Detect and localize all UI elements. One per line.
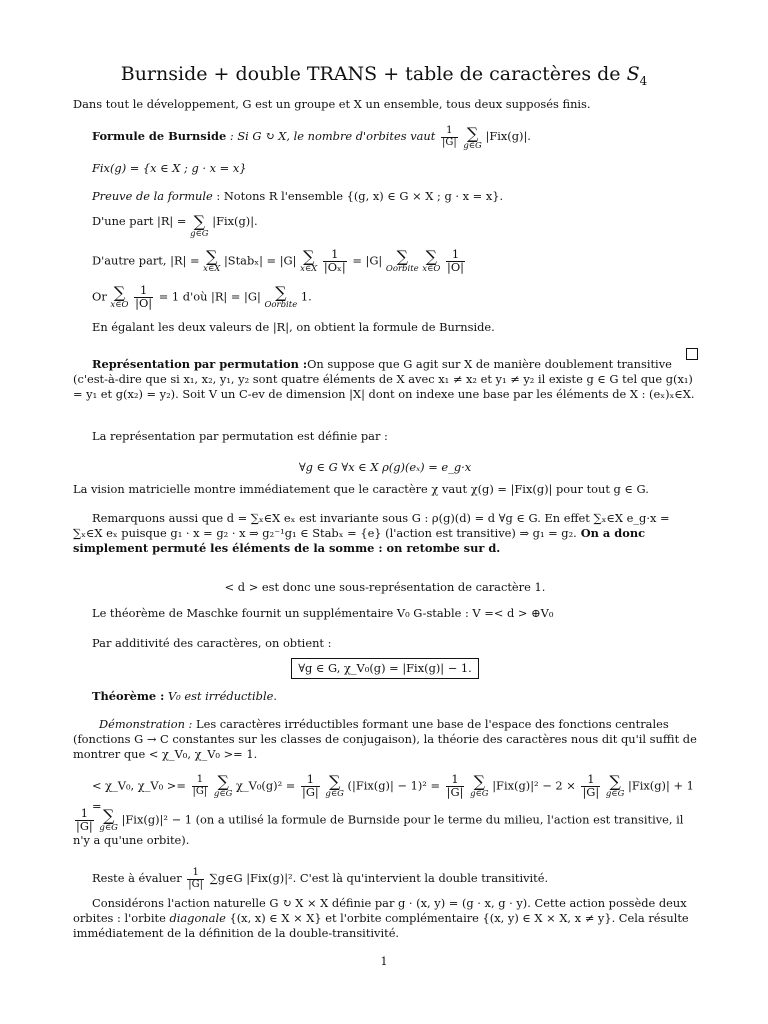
title-text: Burnside + double TRANS + table de caractères de bbox=[120, 63, 621, 85]
line3-frac-den: |O| bbox=[135, 295, 153, 310]
proof-line-2 bbox=[92, 249, 697, 274]
frac-num: 1 bbox=[441, 126, 458, 138]
proof-label: Preuve de la formule bbox=[92, 189, 213, 203]
demo-p2-tail: ∑g∈G |Fix(g)|². C'est là qu'intervient la double transitivité. bbox=[209, 871, 549, 885]
line1-index: g∈G bbox=[190, 229, 209, 239]
demo-p3-text: Considérons l'action naturelle G ↻ X × X définie par g · (x, y) = (g · x, g · y). Cette action possède deux orbites : l'orbite bbox=[73, 896, 687, 926]
calc-frac-3-num: 1 bbox=[446, 774, 465, 787]
perm-eq2: < d > est donc une sous-représentation de caractère 1. bbox=[224, 580, 546, 594]
line1-sum: ∑ g∈G bbox=[190, 212, 209, 239]
line2-index1: x∈X bbox=[203, 264, 221, 274]
demo-calc-cont bbox=[73, 808, 697, 848]
frac-den: |G| bbox=[441, 136, 457, 148]
demo-p2-frac bbox=[187, 868, 204, 890]
demo-p2-frac-num: 1 bbox=[187, 868, 204, 880]
perm-eq1: ∀g ∈ G ∀x ∈ X ρ(g)(eₓ) = e_g·x bbox=[298, 460, 472, 474]
perm-p3: La vision matricielle montre immédiatement que le caractère χ vaut χ(g) = |Fix(g)| pour tout g ∈ G. bbox=[73, 482, 649, 496]
line2-index3: Oorbite bbox=[385, 264, 419, 274]
line2-frac2-num: 1 bbox=[446, 249, 465, 262]
page-title bbox=[0, 62, 768, 90]
calc-c: (|Fix(g)| − 1)² = bbox=[347, 778, 441, 793]
line2-fraction2 bbox=[446, 249, 465, 274]
perm-p6: Par additivité des caractères, on obtient : bbox=[92, 636, 332, 650]
perm-p4b: On a donc simplement permuté les éléments de la somme : on retombe sur d. bbox=[73, 526, 646, 556]
line3-b: = 1 d'où |R| = |G| bbox=[158, 289, 261, 304]
calc-frac-1-den: |G| bbox=[192, 785, 208, 797]
burnside-tail: |Fix(g)|. bbox=[485, 129, 531, 143]
calc-index-3: g∈G bbox=[470, 789, 489, 799]
demo-p1 bbox=[73, 717, 697, 762]
calc-frac-2-num: 1 bbox=[301, 774, 320, 787]
calc-frac-3-den: |G| bbox=[446, 784, 464, 799]
line2-fraction bbox=[323, 249, 347, 274]
burnside-fraction bbox=[441, 126, 458, 148]
demo-p2-frac-den: |G| bbox=[188, 878, 204, 890]
line2-frac2-den: |O| bbox=[446, 259, 464, 274]
perm-p4 bbox=[73, 511, 697, 556]
calc-b: χ_V₀(g)² = bbox=[236, 778, 296, 793]
title-group-symbol: S bbox=[626, 63, 640, 85]
line2-sum1: ∑ x∈X bbox=[203, 247, 221, 274]
boxed-formula-wrap bbox=[73, 658, 697, 679]
line3-sum: ∑ x∈O bbox=[110, 283, 129, 310]
line3-frac-num: 1 bbox=[134, 285, 153, 298]
perm-p4a: Remarquons aussi que d = ∑ₓ∈X eₓ est invariante sous G : ρ(g)(d) = d ∀g ∈ G. En effet ∑ₓ∈X e_g·x = ∑ₓ∈X eₓ puisque g₁ · x = g₂ · x ⇒ g₂⁻¹g₁ ∈ Stabₓ = {e} (l'action est transitive) ⇒ g₁ = g₂. bbox=[73, 511, 670, 541]
perm-p1: On suppose que G agit sur X de manière doublement transitive (c'est-à-dire que si x₁, x₂, y₁, y₂ sont quatre éléments de X avec x₁ ≠ x₂ et y₁ ≠ y₂ il existe g ∈ G tel que g(x₁) = y₁ et g(x₂) = y₂). Soit V un C-ev de dimension |X| dont on indexe une base par les éléments de X : (eₓ)ₓ∈X. bbox=[73, 357, 695, 402]
line2-frac-num: 1 bbox=[323, 249, 347, 262]
calc-frac-4-den: |G| bbox=[582, 784, 600, 799]
demo-p3-tail: {(x, x) ∈ X × X} et l'orbite complémentaire {(x, y) ∈ X × X, x ≠ y}. Cela résulte immédiatement de la définition de la double-transitivité. bbox=[73, 911, 689, 941]
line3-index: x∈O bbox=[110, 300, 129, 310]
proof-line-1 bbox=[92, 214, 697, 239]
calc-sum-2: ∑ g∈G bbox=[325, 772, 344, 799]
burnside-conclusion: En égalant les deux valeurs de |R|, on obtient la formule de Burnside. bbox=[92, 320, 495, 334]
line2-sum2: ∑ x∈X bbox=[300, 247, 318, 274]
calc-e: |Fix(g)| + 1 = bbox=[92, 778, 694, 813]
calc-frac-1-num: 1 bbox=[192, 775, 209, 787]
line2-sum3: ∑ Oorbite bbox=[385, 247, 419, 274]
perm-p2: La représentation par permutation est définie par : bbox=[92, 429, 388, 443]
demo-p3 bbox=[73, 896, 697, 941]
page-number: 1 bbox=[380, 955, 388, 968]
intro-paragraph: Dans tout le développement, G est un groupe et X un ensemble, tous deux supposés finis. bbox=[73, 97, 591, 111]
line2-sum4: ∑ x∈O bbox=[422, 247, 441, 274]
line1-a: D'une part |R| = bbox=[92, 214, 187, 228]
demo-p2-text: Reste à évaluer bbox=[92, 871, 182, 885]
demo-p3-diag: diagonale bbox=[169, 911, 226, 926]
calc-frac-5-den: |G| bbox=[76, 818, 93, 833]
perm-label: Représentation par permutation : bbox=[92, 357, 308, 371]
calc-frac-2-den: |G| bbox=[301, 784, 319, 799]
calc-frac-5-num: 1 bbox=[75, 808, 94, 821]
calc-index-1: g∈G bbox=[213, 789, 233, 799]
line2-b: |Stabₓ| = |G| bbox=[223, 253, 297, 268]
calc-f: |Fix(g)|² − 1 (on a utilisé la formule de Burnside pour le terme du milieu, l'action est transitive, il n'y a qu'une orbite). bbox=[73, 812, 684, 847]
calc-sum-4: ∑ g∈G bbox=[605, 772, 625, 799]
line3-fraction bbox=[134, 285, 153, 310]
line2-index4: x∈O bbox=[422, 264, 441, 274]
line3-index2: Oorbite bbox=[264, 300, 298, 310]
calc-frac-5 bbox=[75, 808, 94, 833]
line2-frac-den: |Oₓ| bbox=[323, 259, 346, 274]
title-group-index: 4 bbox=[639, 73, 648, 88]
calc-frac-3 bbox=[446, 774, 465, 799]
line3-a: Or bbox=[92, 289, 107, 304]
line1-b: |Fix(g)|. bbox=[212, 214, 258, 228]
burnside-label: Formule de Burnside bbox=[92, 129, 227, 143]
line3-sum2: ∑ Oorbite bbox=[264, 283, 298, 310]
demo-label: Démonstration : bbox=[99, 717, 193, 731]
calc-frac-1 bbox=[192, 775, 209, 797]
burnside-statement-text: : Si G ↻ X, le nombre d'orbites vaut bbox=[229, 129, 436, 143]
sum-index: g∈G bbox=[463, 141, 482, 151]
theorem-text: V₀ est irréductible. bbox=[167, 689, 277, 703]
line2-index2: x∈X bbox=[300, 264, 318, 274]
line2-c: = |G| bbox=[352, 253, 383, 268]
calc-index-5: g∈G bbox=[99, 823, 118, 833]
proof-line-3 bbox=[92, 285, 697, 310]
demo-p1-text: Les caractères irréductibles formant une base de l'espace des fonctions centrales (fonctions G → C constantes sur les classes de conjugaison), la théorie des caractères nous dit qu'il suffit de montrer que < χ_V₀, χ_V₀ >= 1. bbox=[73, 717, 697, 762]
burnside-sum: ∑ g∈G bbox=[463, 124, 482, 151]
calc-d: |Fix(g)|² − 2 × bbox=[492, 778, 576, 793]
calc-frac-2 bbox=[301, 774, 320, 799]
calc-sum-1: ∑ g∈G bbox=[213, 772, 233, 799]
calc-frac-4 bbox=[581, 774, 600, 799]
calc-index-4: g∈G bbox=[605, 789, 625, 799]
calc-sum-3: ∑ g∈G bbox=[470, 772, 489, 799]
line3-c: 1. bbox=[300, 289, 312, 304]
calc-sum-5: ∑ g∈G bbox=[99, 806, 118, 833]
theorem-label: Théorème : bbox=[92, 689, 165, 703]
perm-p5: Le théorème de Maschke fournit un supplémentaire V₀ G-stable : V =< d > ⊕V₀ bbox=[92, 606, 554, 620]
line2-a: D'autre part, |R| = bbox=[92, 253, 200, 268]
fix-definition: Fix(g) = {x ∈ X ; g · x = x} bbox=[92, 161, 247, 175]
proof-intro bbox=[92, 189, 697, 204]
perm-paragraph bbox=[73, 357, 697, 402]
calc-a: < χ_V₀, χ_V₀ >= bbox=[92, 778, 186, 793]
theorem bbox=[92, 689, 697, 704]
calc-frac-4-num: 1 bbox=[581, 774, 600, 787]
burnside-statement bbox=[92, 126, 697, 151]
demo-p2 bbox=[92, 868, 697, 890]
boxed-formula: ∀g ∈ G, χ_V₀(g) = |Fix(g)| − 1. bbox=[291, 658, 479, 679]
calc-index-2: g∈G bbox=[325, 789, 344, 799]
proof-intro-text: : Notons R l'ensemble {(g, x) ∈ G × X ; g · x = x}. bbox=[216, 189, 504, 203]
